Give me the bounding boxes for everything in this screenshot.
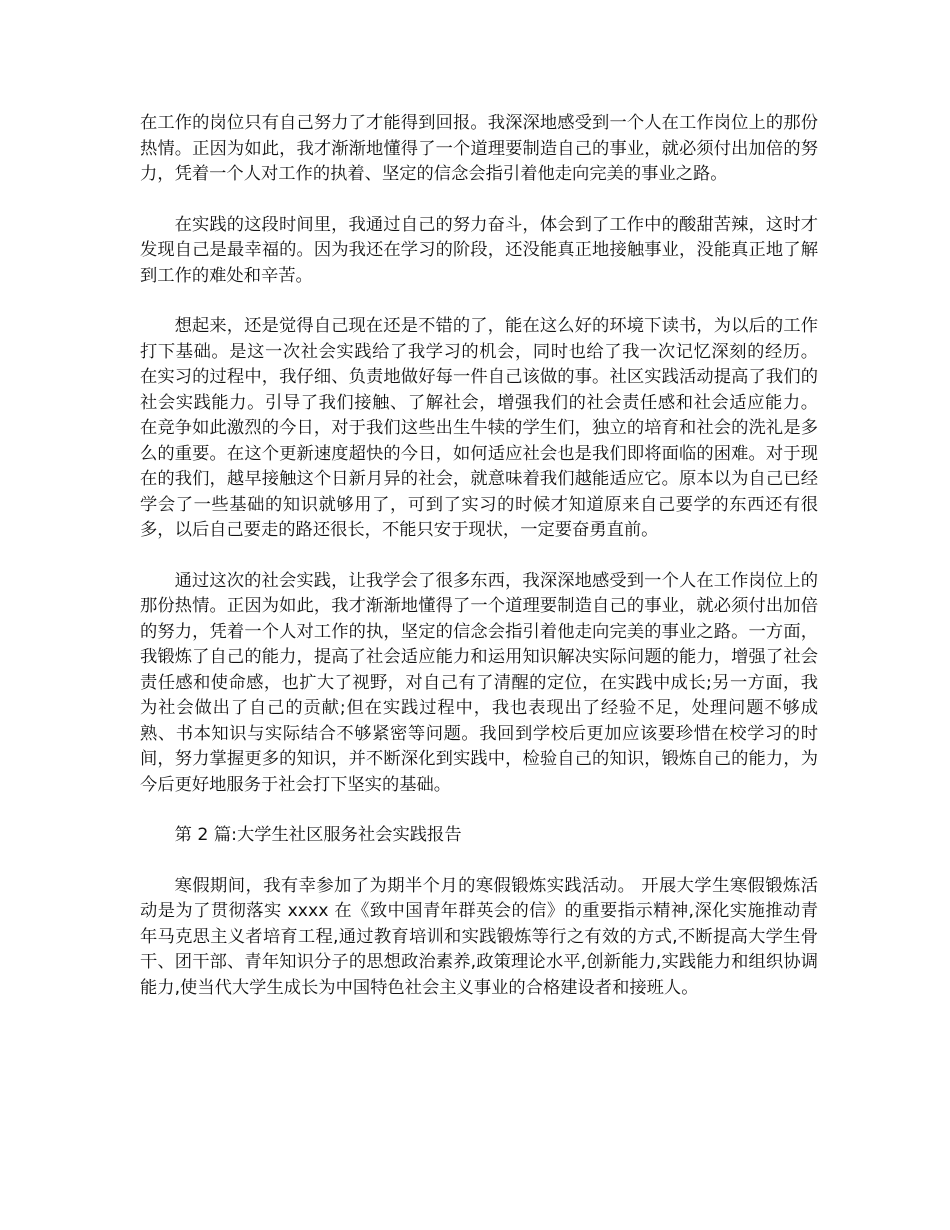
- section-heading: 第 2 篇:大学生社区服务社会实践报告: [174, 825, 462, 845]
- paragraph-3: 想起来，还是觉得自己现在还是不错的了，能在这么好的环境下读书，为以后的工作打下基础。是这一次社会实践给了我学习的机会，同时也给了我一次记忆深刻的经历。 在实习的过程中，我仔细、负责地做好每一件自己该做的事。社区实践活动提高了我们的社会实践能力。引导了我们接触、了解社会，增强我们的社会责任感和社会适应能力。 在竞争如此激烈的今日，对于我们这些出生牛犊的学生们，独立的培育和社会的洗礼是多么的重要。在这个更新速度超快的今日，如何适应社会也是我们即将面临的困难。对于现在的我们，越早接触这个日新月异的社会，就意味着我们越能适应它。原本以为自己已经学会了一些基础的知识就够用了，可到了实习的时候才知道原来自己要学的东西还有很多，以后自己要走的路还很长，不能只安于现状，一定要奋勇直前。: [140, 316, 818, 540]
- paragraph-5: 寒假期间，我有幸参加了为期半个月的寒假锻炼实践活动。 开展大学生寒假锻炼活动是为了贯彻落实 xxxx 在《致中国青年群英会的信》的重要指示精神,深化实施推动青年马克思主义者培育工程,通过教育培训和实践锻炼等行之有效的方式,不断提高大学生骨干、团干部、青年知识分子的思想政治素养,政策理论水平,创新能力,实践能力和组织协调能力,使当代大学生成长为中国特色社会主义事业的合格建设者和接班人。: [140, 875, 818, 998]
- paragraph-4: 通过这次的社会实践，让我学会了很多东西，我深深地感受到一个人在工作岗位上的那份热情。正因为如此，我才渐渐地懂得了一个道理要制造自己的事业，就必须付出加倍的努力，凭着一个人对工作的执，坚定的信念会指引着他走向完美的事业之路。一方面，我锻炼了自己的能力，提高了社会适应能力和运用知识解决实际问题的能力，增强了社会责任感和使命感，也扩大了视野，对自己有了清醒的定位，在实践中成长;另一方面，我为社会做出了自己的贡献;但在实践过程中，我也表现出了经验不足，处理问题不够成熟、书本知识与实际结合不够紧密等问题。我回到学校后更加应该要珍惜在校学习的时间，努力掌握更多的知识，并不断深化到实践中，检验自己的知识，锻炼自己的能力，为今后更好地服务于社会打下坚实的基础。: [140, 570, 818, 795]
- paragraph-1: 在工作的岗位只有自己努力了才能得到回报。我深深地感受到一个人在工作岗位上的那份热情。正因为如此，我才渐渐地懂得了一个道理要制造自己的事业，就必须付出加倍的努力，凭着一个人对工作的执着、坚定的信念会指引着他走向完美的事业之路。: [140, 113, 818, 184]
- paragraph-2: 在实践的这段时间里，我通过自己的努力奋斗，体会到了工作中的酸甜苦辣，这时才发现自己是最幸福的。因为我还在学习的阶段，还没能真正地接触事业，没能真正地了解到工作的难处和辛苦。: [140, 214, 818, 286]
- document-page: [140, 111, 818, 1026]
